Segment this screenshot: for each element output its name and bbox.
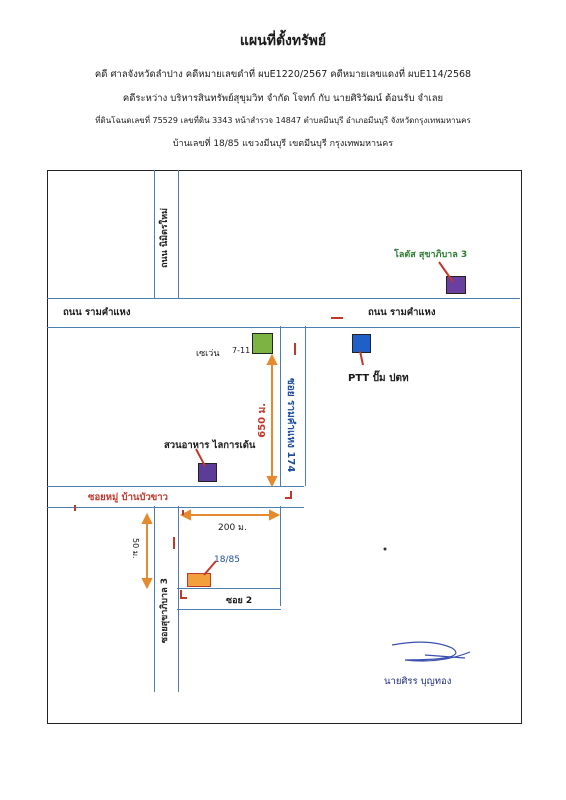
- distance-label-650: 650 ม.: [257, 403, 268, 438]
- seven-eleven-code: 7-11: [232, 346, 251, 355]
- road-label-nimitmai: ถนน นิมิตรใหม่: [160, 208, 170, 268]
- road-label-soi-2: ซอย 2: [226, 596, 253, 606]
- address-line: บ้านเลขที่ 18/85 แขวงมีนบุรี เขตมีนบุรี กรุงเทพมหานคร: [172, 139, 394, 149]
- lotus-marker: [446, 276, 466, 294]
- parties-line: คดีระหว่าง บริหารสินทรัพย์สุขุมวิท จำกัด โจทก์ กับ นายศิริวัฒน์ ต้อนรับ จำเลย: [122, 93, 444, 104]
- property-marker: [187, 573, 211, 587]
- page-title: แผนที่ตั้งทรัพย์: [239, 33, 327, 49]
- road-label-ramkhamhaeng-right: ถนน รามคำแหง: [368, 307, 436, 318]
- seven-eleven-marker: [252, 333, 273, 354]
- distance-label-200: 200 ม.: [218, 523, 247, 533]
- land-deed-line: ที่ดินโฉนดเลขที่ 75529 เลขที่ดิน 3343 หน้าสำรวจ 14847 ตำบลมีนบุรี อำเภอมีนบุรี จังหวัดกรุงเทพมหานคร: [95, 116, 471, 125]
- restaurant-label: สวนอาหาร ไลการเด้น: [164, 440, 256, 451]
- road-label-ramkhamhaeng-left: ถนน รามคำแหง: [63, 307, 131, 318]
- case-line: คดี ศาลจังหวัดลำปาง คดีหมายเลขดำที่ ผบE1220/2567 คดีหมายเลขแดงที่ ผบE114/2568: [94, 69, 472, 80]
- restaurant-marker: [198, 463, 217, 482]
- road-label-soi-174: ซอย รามคำแหง 174: [285, 378, 296, 473]
- road-soi-village: [47, 486, 304, 508]
- road-label-soi-lower: ซอยสุขาภิบาล 3: [160, 578, 170, 644]
- signature-name: นายศิรร บุญทอง: [384, 676, 452, 687]
- road-label-soi-village: ซอยหมู่ บ้านบัวขาว: [88, 492, 168, 503]
- property-label: 18/85: [214, 555, 240, 565]
- seven-eleven-label: เซเว่น: [196, 349, 220, 359]
- ptt-label: PTT ปั๊ม ปตท: [348, 373, 409, 384]
- road-block-right: [280, 506, 282, 606]
- lotus-label: โลตัส สุขาภิบาล 3: [394, 250, 468, 260]
- distance-label-50: 50 ม.: [131, 538, 140, 559]
- ptt-marker: [352, 334, 371, 353]
